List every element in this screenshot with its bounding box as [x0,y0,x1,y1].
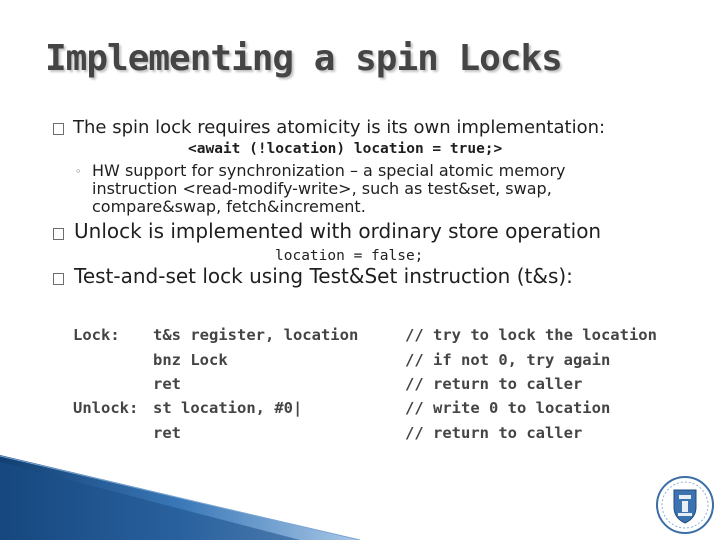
code-instruction: bnz Lock [153,351,228,369]
sub-bullet-marker-icon: ◦ [75,165,82,178]
sub-bullet-text [92,162,565,216]
unlock-code: location = false; [275,248,424,264]
bullet-text: The spin lock requires atomicity is its own implementation: [73,117,606,138]
await-code: <await (!location) location = true;> [188,141,503,157]
code-comment: // if not 0, try again [405,351,611,369]
code-label: Unlock: [73,399,139,417]
code-label: Lock: [73,326,120,344]
code-comment: // write 0 to location [405,399,611,417]
bullet-text: Test-and-set lock using Test&Set instruction (t&s): [74,264,573,288]
bullet-box-icon [53,228,64,240]
bullet-box-icon [53,123,64,135]
code-instruction: ret [153,375,181,393]
bullet-text: Unlock is implemented with ordinary store operation [74,219,602,243]
sub-bullet-line: compare&swap, fetch&increment. [92,197,366,216]
code-instruction: ret [153,424,181,442]
code-instruction: t&s register, location [153,326,359,344]
bullet-box-icon [53,273,64,285]
code-instruction: st location, #0| [153,399,303,417]
sub-bullet-line: HW support for synchronization – a special atomic memory [92,161,566,180]
code-comment: // return to caller [405,375,583,393]
code-comment: // return to caller [405,424,583,442]
sub-bullet-line: instruction <read-modify-write>, such as test&set, swap, [92,179,552,198]
university-crest-logo [655,474,715,536]
slide-title: Implementing a spin Locks [45,38,562,79]
code-comment: // try to lock the location [405,326,657,344]
